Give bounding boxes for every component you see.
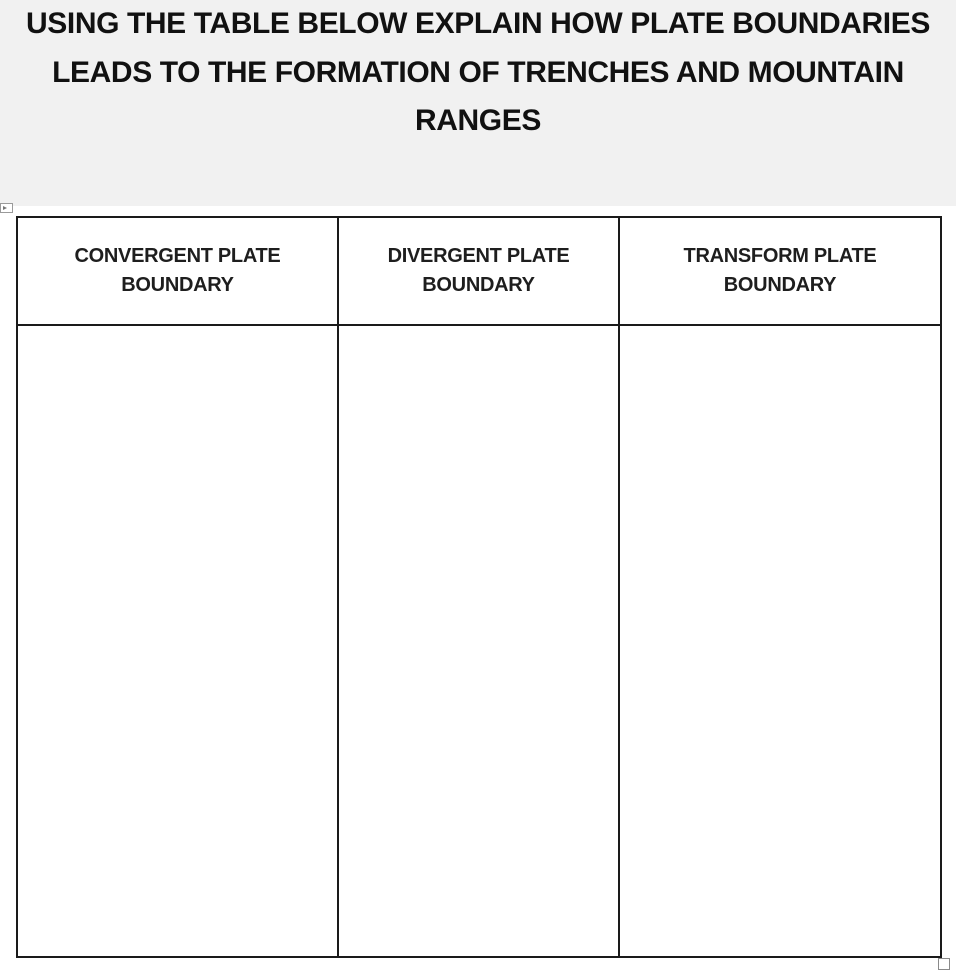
question-line-3: RANGES <box>415 104 541 137</box>
header-cell-convergent <box>17 217 338 325</box>
plate-boundaries-table <box>16 216 942 958</box>
table-move-handle-icon[interactable] <box>0 203 13 213</box>
header-cell-transform <box>619 217 941 325</box>
header-label-divergent: DIVERGENT PLATE BOUNDARY <box>387 245 570 296</box>
header-label-convergent: CONVERGENT PLATE BOUNDARY <box>74 245 281 296</box>
question-line-1: USING THE TABLE BELOW EXPLAIN HOW PLATE BOUNDARIES <box>26 7 930 40</box>
header-label-transform: TRANSFORM PLATE BOUNDARY <box>683 245 877 296</box>
table-answer-row <box>17 325 941 957</box>
question-heading <box>0 0 956 146</box>
table-header-row <box>17 217 941 325</box>
question-line-2: LEADS TO THE FORMATION OF TRENCHES AND MOUNTAIN <box>52 55 904 89</box>
answer-cell-divergent[interactable] <box>338 325 619 957</box>
header-cell-divergent <box>338 217 619 325</box>
table-resize-handle-icon[interactable] <box>938 958 950 970</box>
answer-cell-transform[interactable] <box>619 325 941 957</box>
answer-cell-convergent[interactable] <box>17 325 338 957</box>
